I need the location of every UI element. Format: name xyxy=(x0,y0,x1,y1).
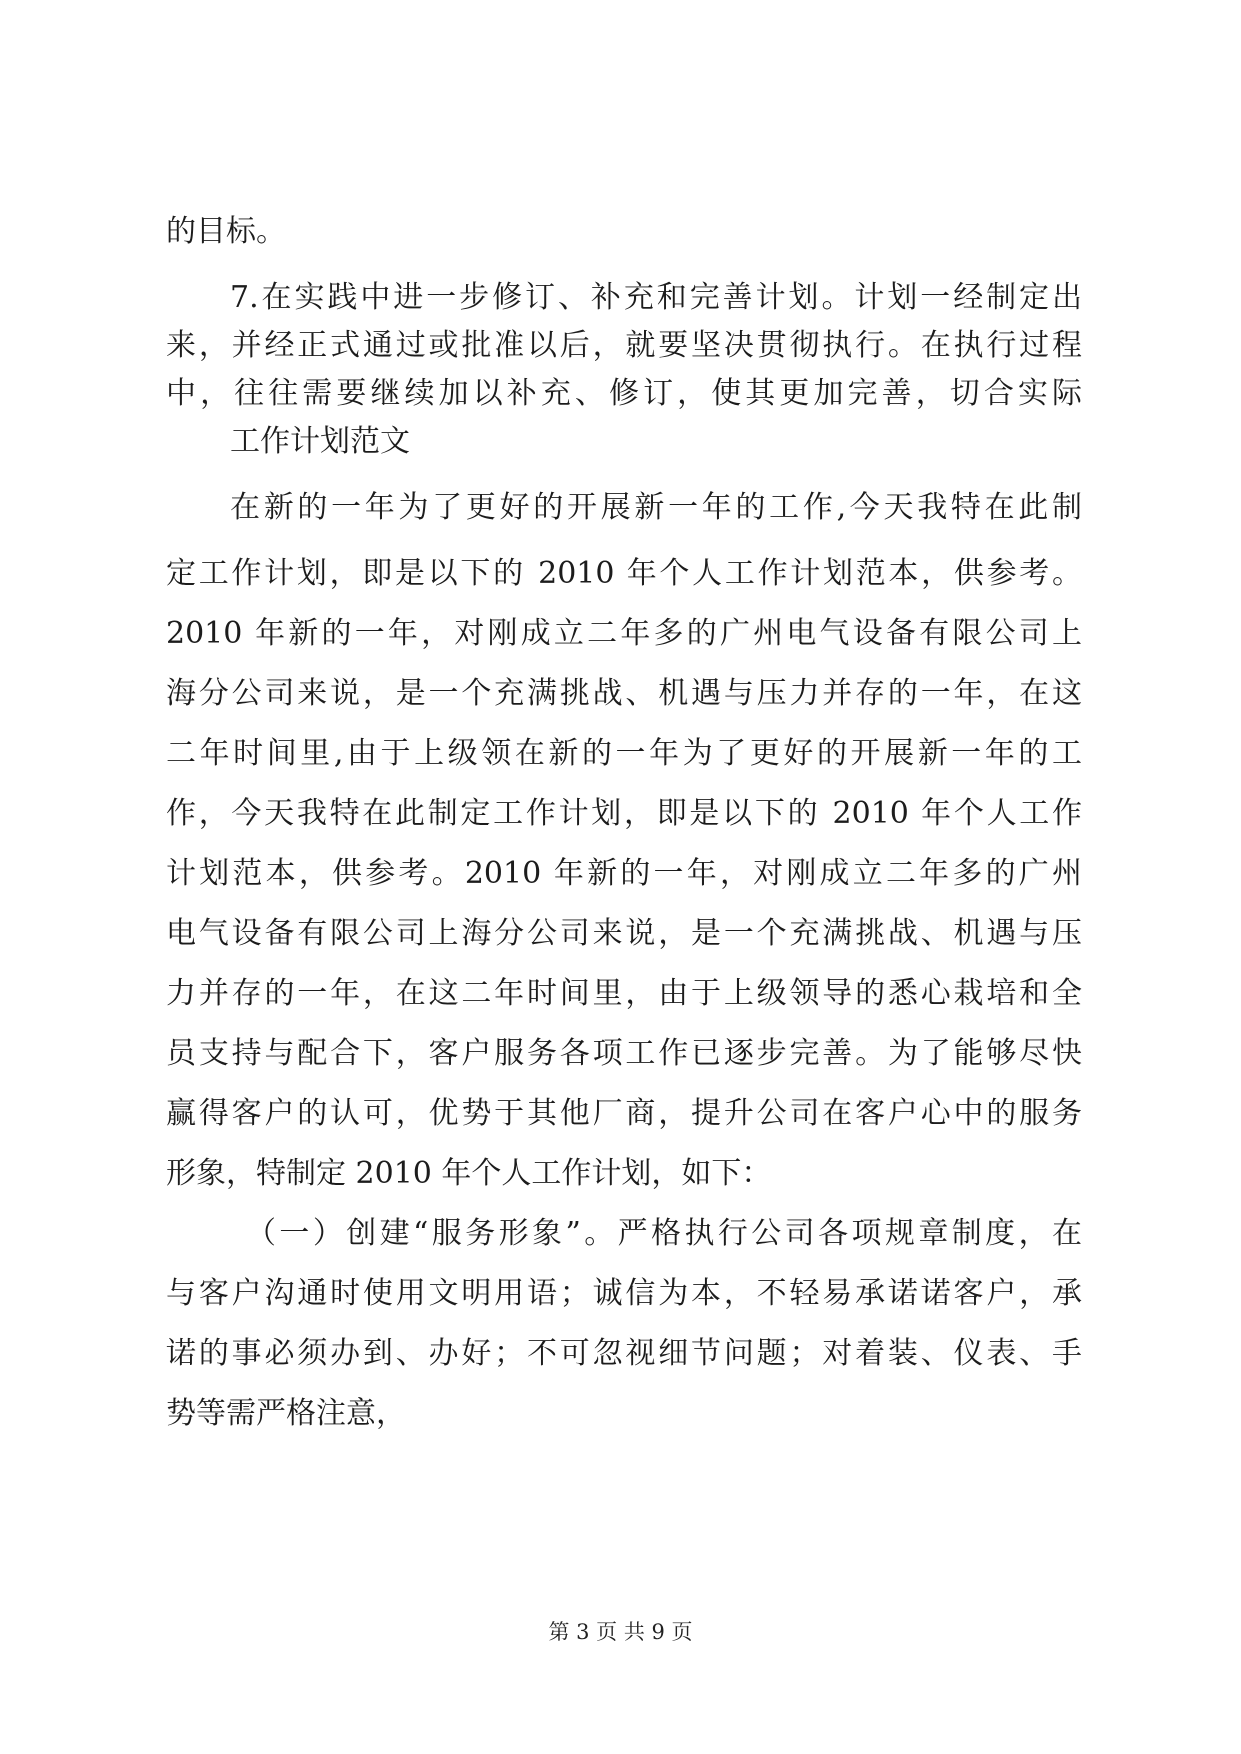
text-line: 在新的一年为了更好的开展新一年的工作,今天我特在此制 xyxy=(230,490,1082,525)
text-line: 7.在实践中进一步修订、补充和完善计划。计划一经制定出 xyxy=(230,280,1082,315)
text-line: 2010 年新的一年，对刚成立二年多的广州电气设备有限公司上 xyxy=(166,616,1082,651)
text-line: 电气设备有限公司上海分公司来说，是一个充满挑战、机遇与压 xyxy=(166,916,1082,951)
text-line: 形象，特制定 2010 年个人工作计划，如下： xyxy=(166,1156,772,1191)
text-line: 二年时间里,由于上级领在新的一年为了更好的开展新一年的工 xyxy=(166,736,1082,771)
text-line: 来，并经正式通过或批准以后，就要坚决贯彻执行。在执行过程 xyxy=(166,328,1082,363)
text-line: 赢得客户的认可，优势于其他厂商，提升公司在客户心中的服务 xyxy=(166,1096,1082,1131)
text-line: 中，往往需要继续加以补充、修订，使其更加完善，切合实际 xyxy=(166,376,1082,411)
text-line: 与客户沟通时使用文明用语；诚信为本，不轻易承诺诺客户，承 xyxy=(166,1276,1082,1311)
text-line: 员支持与配合下，客户服务各项工作已逐步完善。为了能够尽快 xyxy=(166,1036,1082,1071)
text-line: （一）创建“服务形象”。严格执行公司各项规章制度，在 xyxy=(246,1216,1082,1251)
text-line: 势等需严格注意， xyxy=(166,1396,406,1431)
text-line: 计划范本，供参考。2010 年新的一年，对刚成立二年多的广州 xyxy=(166,856,1082,891)
text-line: 海分公司来说，是一个充满挑战、机遇与压力并存的一年，在这 xyxy=(166,676,1082,711)
text-line: 定工作计划，即是以下的 2010 年个人工作计划范本，供参考。 xyxy=(166,556,1082,591)
text-line: 力并存的一年，在这二年时间里，由于上级领导的悉心栽培和全 xyxy=(166,976,1082,1011)
section-heading: 工作计划范文 xyxy=(230,424,410,459)
page-number-footer: 第 3 页 共 9 页 xyxy=(548,1620,693,1644)
text-line: 作，今天我特在此制定工作计划，即是以下的 2010 年个人工作 xyxy=(166,796,1082,831)
text-line: 诺的事必须办到、办好；不可忽视细节问题；对着装、仪表、手 xyxy=(166,1336,1082,1371)
text-line: 的目标。 xyxy=(166,214,286,249)
